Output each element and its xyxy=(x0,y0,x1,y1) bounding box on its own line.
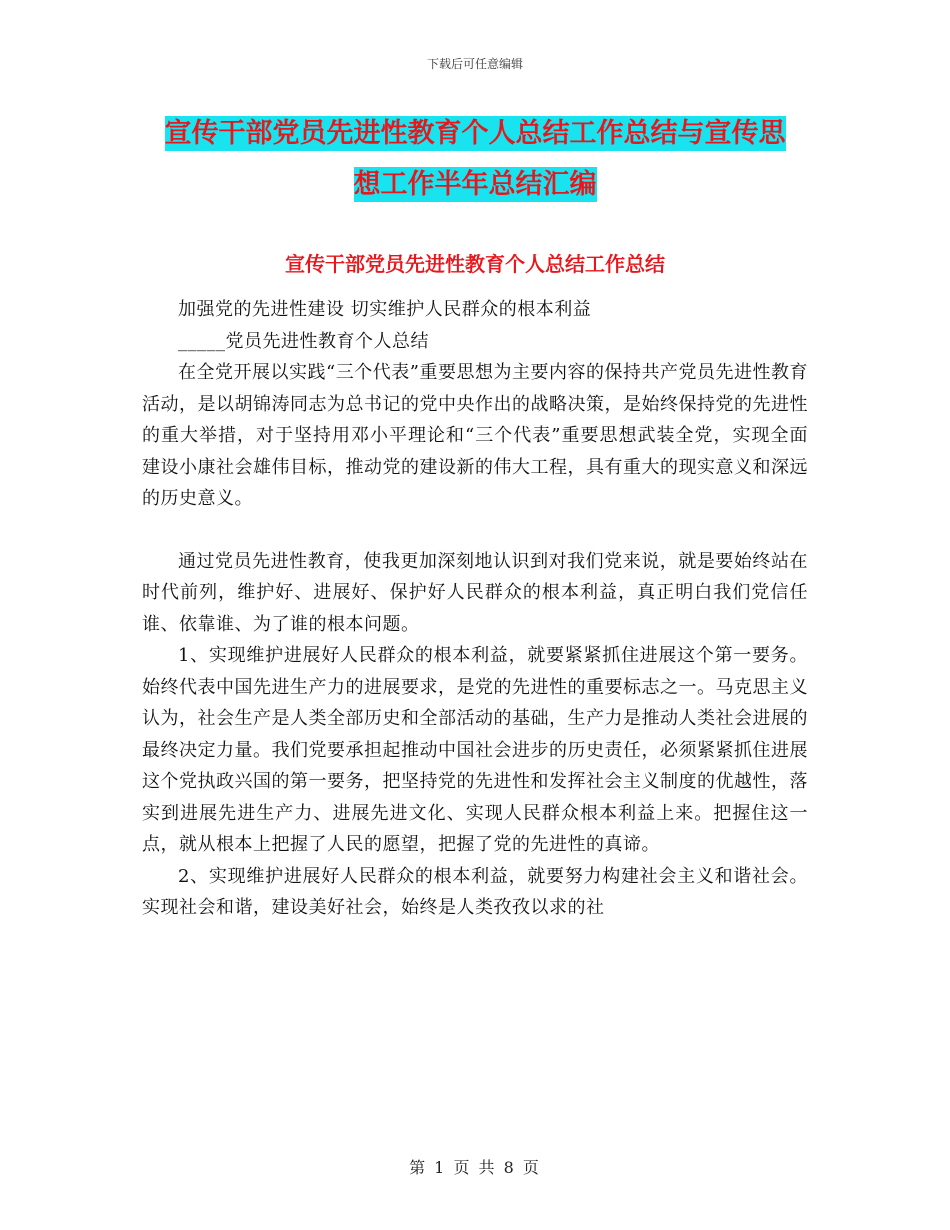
paragraph: 通过党员先进性教育，使我更加深刻地认识到对我们党来说，就是要始终站在时代前列，维护好、进展好、保护好人民群众的根本利益，真正明白我们党信任谁、依靠谁、为了谁的根本问题。 xyxy=(142,550,808,635)
paragraph: _____党员先进性教育个人总结 xyxy=(178,330,429,352)
document-title xyxy=(140,108,810,210)
paragraph: 在全党开展以实践“三个代表”重要思想为主要内容的保持共产党员先进性教育活动，是以胡锦涛同志为总书记的党中央作出的战略决策，是始终保持党的先进性的重大举措，对于坚持用邓小平理论和“三个代表”重要思想武装全党，实现全面建设小康社会雄伟目标，推动党的建设新的伟大工程，具有重大的现实意义和深远的历史意义。 xyxy=(142,362,808,509)
header-note: 下载后可任意编辑 xyxy=(426,57,523,71)
paragraph: 加强党的先进性建设 切实维护人民群众的根本利益 xyxy=(178,299,592,320)
paragraph: 1、实现维护进展好人民群众的根本利益，就要紧紧抓住进展这个第一要务。始终代表中国先进生产力的进展要求，是党的先进性的重要标志之一。马克思主义认为，社会生产是人类全部历史和全部活动的基础，生产力是推动人类社会进展的最终决定力量。我们党要承担起推动中国社会进步的历史责任，必须紧紧抓住进展这个党执政兴国的第一要务，把坚持党的先进性和发挥社会主义制度的优越性，落实到进展先进生产力、进展先进文化、实现人民群众根本利益上来。把握住这一点，就从根本上把握了人民的愿望，把握了党的先进性的真谛。 xyxy=(142,645,808,855)
title-line-1: 宣传干部党员先进性教育个人总结工作总结与宣传思 xyxy=(164,118,786,149)
section-title: 宣传干部党员先进性教育个人总结工作总结 xyxy=(285,252,665,276)
title-line-2: 想工作半年总结汇编 xyxy=(353,169,597,200)
body-text xyxy=(142,294,808,924)
page-footer: 第 1 页 共 8 页 xyxy=(409,1158,541,1177)
paragraph: 2、实现维护进展好人民群众的根本利益，就要努力构建社会主义和谐社会。实现社会和谐，建设美好社会，始终是人类孜孜以求的社 xyxy=(142,865,808,918)
